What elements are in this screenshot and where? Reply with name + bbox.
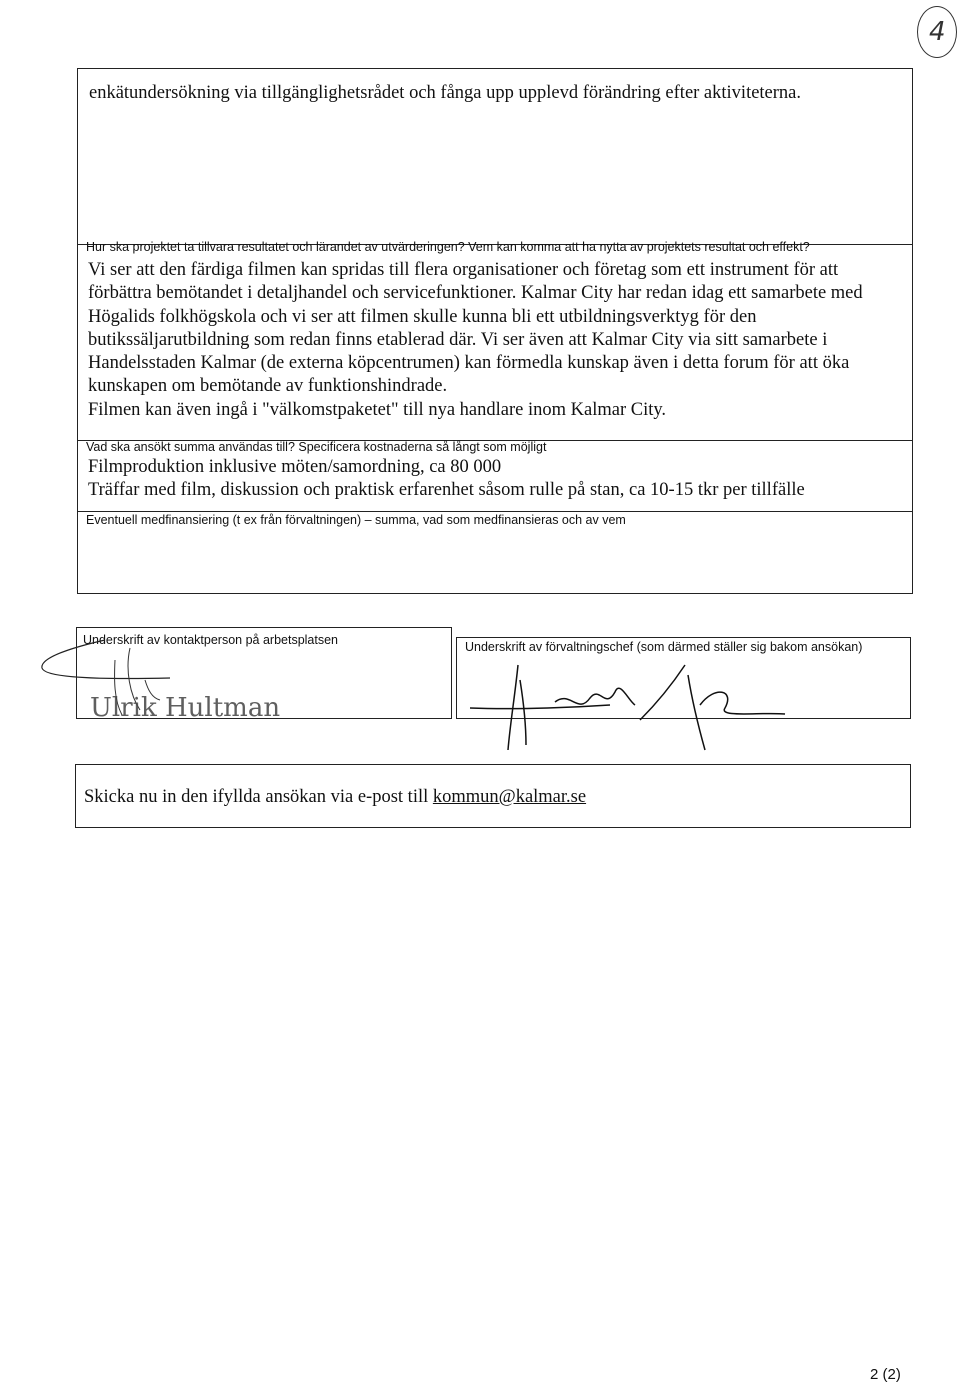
results-line: kunskapen om bemötande av funktionshindrade. bbox=[88, 376, 448, 397]
results-line: Vi ser att den färdiga filmen kan spridas till flera organisationer och företag som ett instrument för att bbox=[88, 260, 839, 280]
results-line: butikssäljarutbildning som redan finns etablerad där. Vi ser även att Kalmar City via sitt samarbete i bbox=[88, 329, 828, 350]
cofunding-divider bbox=[77, 511, 913, 512]
results-text bbox=[88, 259, 863, 422]
chief-signature-label: Underskrift av förvaltningschef (som därmed ställer sig bakom ansökan) bbox=[465, 640, 863, 654]
budget-label: Vad ska ansökt summa användas till? Specificera kostnaderna så långt som möjligt bbox=[86, 440, 547, 454]
svg-text:Ulrik Hultman: Ulrik Hultman bbox=[90, 693, 281, 723]
chief-signature-image bbox=[460, 660, 790, 760]
budget-line: Träffar med film, diskussion och praktisk erfarenhet såsom rulle på stan, ca 10-15 tkr per tillfälle bbox=[88, 480, 805, 501]
submit-instruction-prefix: Skicka nu in den ifyllda ansökan via e-post till bbox=[84, 787, 429, 807]
page-marker-text: 4 bbox=[929, 17, 946, 47]
results-line: Handelsstaden Kalmar (de externa köpcentrumen) kan förmedla kunskap även i detta forum för att öka bbox=[88, 353, 850, 374]
budget-line: Filmproduktion inklusive möten/samordning, ca 80 000 bbox=[88, 457, 502, 477]
page-number: 2 (2) bbox=[870, 1366, 901, 1383]
submit-instruction-text bbox=[84, 786, 586, 809]
contact-signature-label: Underskrift av kontaktperson på arbetsplatsen bbox=[83, 633, 338, 647]
results-line: Filmen kan även ingå i "välkomstpaketet" till nya handlare inom Kalmar City. bbox=[88, 399, 667, 420]
results-line: förbättra bemötandet i detaljhandel och servicefunktioner. Kalmar City har redan idag ett samarbete med bbox=[88, 283, 863, 304]
cofunding-label: Eventuell medfinansiering (t ex från förvaltningen) – summa, vad som medfinansieras och av vem bbox=[86, 513, 626, 527]
top-section-text: enkätundersökning via tillgänglighetsrådet och fånga upp upplevd förändring efter aktiviteterna. bbox=[89, 83, 802, 103]
results-line: Högalids folkhögskola och vi ser att filmen skulle kunna bli ett utbildningsverktyg för den bbox=[88, 306, 757, 327]
contact-signature-image bbox=[30, 620, 350, 725]
page-marker-circle bbox=[917, 6, 957, 58]
results-label: Hur ska projektet ta tillvara resultatet och lärandet av utvärderingen? Vem kan komma att ha nytta av projektets resultat och effekt? bbox=[86, 240, 810, 254]
submit-email-link[interactable]: kommun@kalmar.se bbox=[432, 787, 587, 807]
budget-text bbox=[88, 456, 805, 503]
